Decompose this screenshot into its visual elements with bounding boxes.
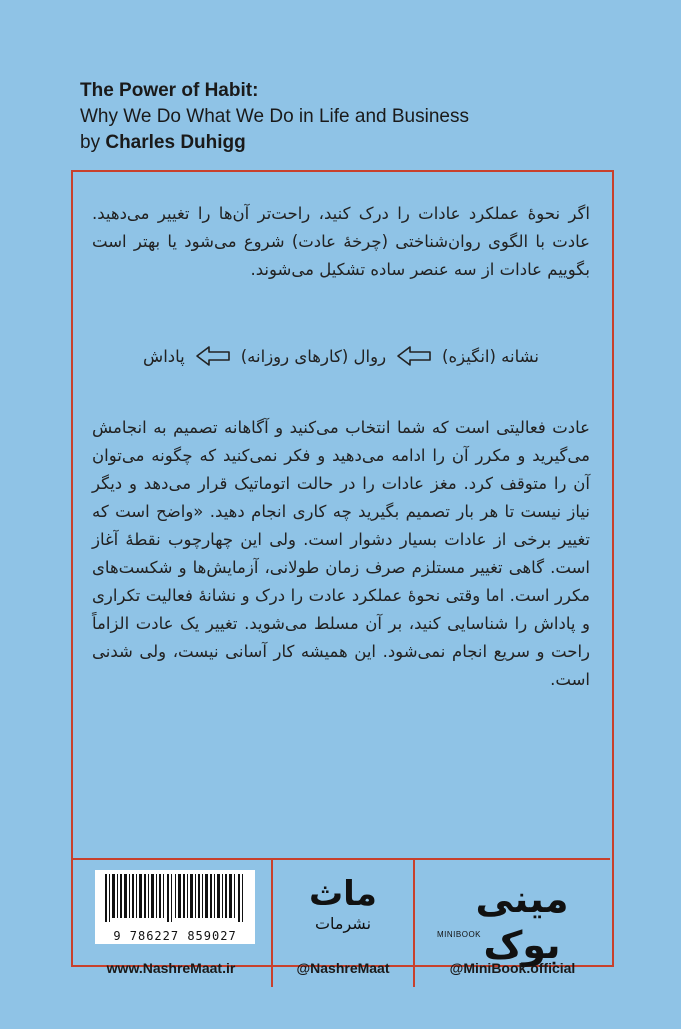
- footer-links: [71, 953, 610, 987]
- left-arrow-outline-icon: [396, 345, 432, 367]
- intro-paragraph: [92, 200, 590, 284]
- maat-instagram-handle[interactable]: @NashreMaat: [273, 953, 415, 987]
- book-title-block: [80, 78, 600, 156]
- author-name: Charles Duhigg: [105, 132, 246, 153]
- publisher-bar: [71, 858, 610, 967]
- title-line-2: Why We Do What We Do in Life and Business: [80, 106, 469, 127]
- maat-logo-cell: [273, 860, 415, 955]
- minibook-logo-sub: MINIBOOK: [437, 930, 482, 939]
- website-link[interactable]: www.NashreMaat.ir: [71, 953, 273, 987]
- barcode-bars-icon: [103, 874, 247, 922]
- author-prefix: by: [80, 132, 101, 153]
- cycle-step-routine: روال (کارهای روزانه): [240, 346, 387, 366]
- minibook-logo-word: مینی بوک: [475, 877, 569, 967]
- intro-text: اگر نحوهٔ عملکرد عادات را درک کنید، راحت‌تر آن‌ها را تغییر می‌دهید. عادت با الگوی روان‌شناختی (چرخهٔ عادت) شروع می‌شود یا بهتر است بگوییم عادات از سه عنصر ساده تشکیل می‌شوند.: [92, 204, 590, 279]
- left-arrow-outline-icon: [195, 345, 231, 367]
- minibook-logo-cell: [415, 860, 610, 967]
- body-text: عادت فعالیتی است که شما انتخاب می‌کنید و آگاهانه تصمیم به انجامش می‌گیرید و مکرر آن را ادامه می‌دهید و فکر نمی‌کنید که چگونه می‌توان آن را متوقف کرد. مغز عادات را در حالت اتوماتیک قرار می‌دهد و دیگر نیاز نیست تا هر بار تصمیم بگیرید چه کاری انجام دهید. «واضح است که تغییر برخی از عادات بسیار دشوار است. ولی این چهارچوب نقطهٔ آغاز است. گاهی تغییر مستلزم صرف زمان طولانی، آزمایش‌ها و شکست‌های مکرر است. اما وقتی نحوهٔ عملکرد عادت را درک و نشانهٔ فعالیت تکراری و پاداش را شناسایی کنید، بر آن مسلط می‌شوید. تغییر یک عادت الزاماً راحت و سریع انجام نمی‌شود. این همیشه کار آسانی نیست، ولی شدنی است.: [92, 418, 590, 689]
- isbn-digits: 9 786227 859027: [95, 928, 255, 944]
- maat-logo-sub: نشرمات: [314, 914, 372, 933]
- isbn-barcode: [95, 870, 255, 932]
- body-paragraph: [92, 414, 590, 694]
- author-line: [80, 130, 600, 156]
- maat-logo: [293, 874, 393, 940]
- cycle-step-cue: نشانه (انگیزه): [442, 346, 539, 366]
- minibook-logo: [437, 870, 597, 967]
- habit-cycle: [92, 338, 590, 374]
- barcode-cell: [71, 860, 273, 955]
- cycle-step-reward: پاداش: [143, 346, 185, 366]
- minibook-instagram-handle[interactable]: @MiniBook.official: [449, 960, 576, 976]
- title-line-1: The Power of Habit:: [80, 80, 259, 101]
- maat-logo-word: ماث: [309, 874, 377, 914]
